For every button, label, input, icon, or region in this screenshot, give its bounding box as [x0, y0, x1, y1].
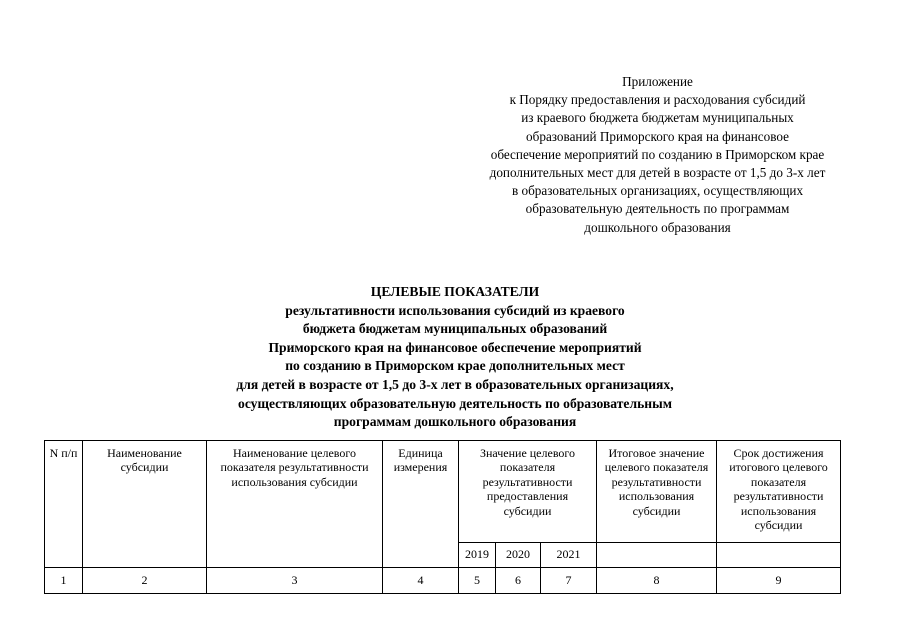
header-cell-final-value: Итоговое значение целевого показателя результативности использования субсидии: [597, 441, 717, 543]
header-cell-target-value: Значение целевого показателя результативности предоставления субсидии: [459, 441, 597, 543]
header-cell-indicator-name: Наименование целевого показателя результативности использования субсидии: [207, 441, 383, 568]
annex-line: к Порядку предоставления и расходования субсидий: [509, 92, 806, 108]
column-number-cell: 7: [541, 568, 597, 594]
header-cell-unit: Единица измерения: [383, 441, 459, 568]
column-number-cell: 9: [717, 568, 841, 594]
header-cell-number: N п/п: [45, 441, 83, 568]
column-number-cell: 8: [597, 568, 717, 594]
annex-block: [440, 73, 875, 237]
annex-line: в образовательных организациях, осуществляющих: [511, 183, 804, 199]
column-number-cell: 4: [383, 568, 459, 594]
indicators-table: [44, 440, 841, 594]
table-header-row: [45, 441, 841, 543]
title-line: бюджета бюджетам муниципальных образований: [302, 321, 608, 337]
annex-line: обеспечение мероприятий по созданию в Приморском крае: [490, 146, 825, 162]
column-number-cell: 5: [459, 568, 496, 594]
title-line: Приморского края на финансовое обеспечение мероприятий: [268, 339, 642, 355]
column-number-cell: 6: [496, 568, 541, 594]
column-number-cell: 2: [83, 568, 207, 594]
title-line: программам дошкольного образования: [333, 414, 577, 430]
title-line: результативности использования субсидий из краевого: [285, 302, 625, 318]
year-cell: 2019: [459, 543, 496, 568]
column-number-cell: 1: [45, 568, 83, 594]
header-cell-subsidy-name: Наименование субсидии: [83, 441, 207, 568]
empty-cell: [717, 543, 841, 568]
annex-line: Приложение: [622, 74, 693, 89]
title-line: по созданию в Приморском крае дополнительных мест: [285, 358, 625, 374]
document-title: [160, 283, 750, 432]
title-line: осуществляющих образовательную деятельность по образовательным: [238, 395, 672, 411]
empty-cell: [597, 543, 717, 568]
year-cell: 2021: [541, 543, 597, 568]
annex-line: образований Приморского края на финансовое: [526, 128, 789, 144]
header-cell-deadline: Срок достижения итогового целевого показателя результативности использования субсидии: [717, 441, 841, 543]
annex-line: дошкольного образования: [584, 219, 731, 235]
column-number-cell: 3: [207, 568, 383, 594]
title-line: ЦЕЛЕВЫЕ ПОКАЗАТЕЛИ: [370, 284, 540, 299]
annex-line: из краевого бюджета бюджетам муниципальных: [521, 110, 794, 126]
annex-line: дополнительных мест для детей в возрасте от 1,5 до 3-х лет: [489, 165, 826, 181]
table-row: [45, 568, 841, 594]
title-line: для детей в возрасте от 1,5 до 3-х лет в образовательных организациях,: [236, 376, 674, 392]
year-cell: 2020: [496, 543, 541, 568]
annex-line: образовательную деятельность по программам: [525, 201, 790, 217]
